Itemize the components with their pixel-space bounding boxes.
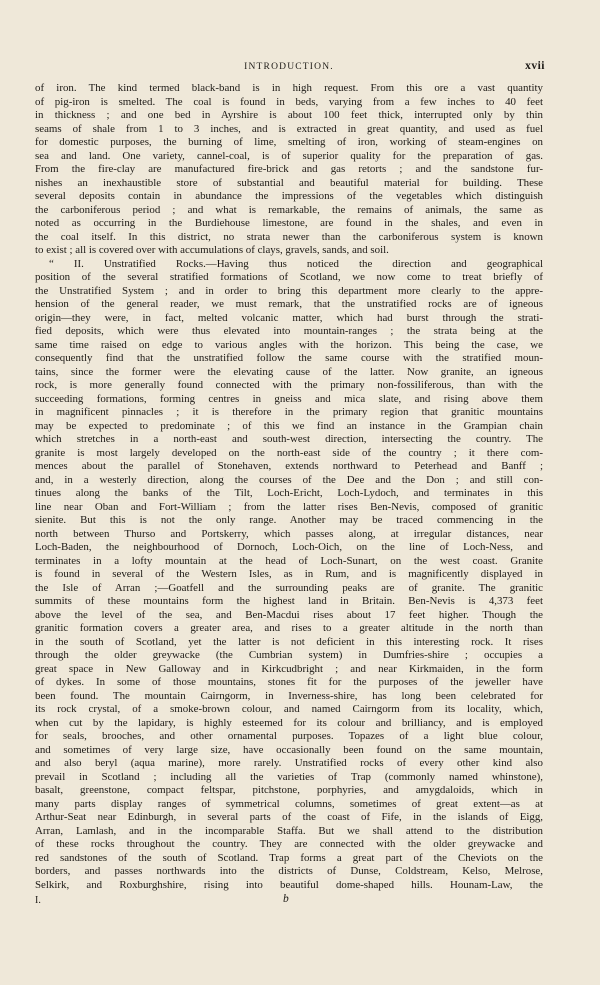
text-line: in magnificent pinnacles ; it is therefore in the primary region that granitic mountains [35,406,543,418]
text-line: Selkirk, and Roxburghshire, rising into beautiful dome-shaped hills. Hounam-Law, the [35,878,543,891]
text-line: of pig-iron is smelted. The coal is found in beds, varying from a few inches to 40 feet [35,95,543,108]
text-line: the coal itself. In this district, no strata newer than the carboniferous system is known [35,230,543,243]
volume-signature: I. [35,895,41,906]
running-head [35,62,543,78]
page-footer [35,895,543,909]
text-line: the Unstratified System ; and in order to bring this department more clearly to the appre- [35,284,543,297]
text-line: and sometimes of very large size, have occasionally been found on the same mountain, [35,743,543,756]
text-line: line near Oban and Fort-William ; from the latter rises Ben-Nevis, composed of granitic [35,500,543,513]
text-line: summits of these mountains form the highest land in Britain. Ben-Nevis is 4,373 feet [35,595,543,607]
text-line: basalt, greenstone, compact feltspar, pitchstone, porphyries, and amygdaloids, which in [35,784,543,796]
text-line: of these rocks throughout the country. They are connected with the older greywacke and [35,838,543,850]
text-line: for domestic purposes, the burning of lime, smelting of iron, working of steam-engines on [35,136,543,148]
text-line: its rock crystal, of a smoke-brown colour, and named Cairngorm from its locality, which, [35,703,543,715]
text-line: same time raised on edge to various angles with the horizon. This being the case, we [35,338,543,351]
text-line: nishes an inexhaustible store of substantial and beautiful material for building. These [35,176,543,189]
text-line: for seals, brooches, and other ornamental purposes. Topazes of a light blue colour, [35,730,543,742]
text-line: fied deposits, which were thus elevated into mountain-ranges ; the strata being at the [35,325,543,337]
text-line: borders, and passes northwards into the districts of Dunse, Coldstream, Kelso, Melrose, [35,865,543,877]
text-line: prevail in Scotland ; including all the varieties of Trap (commonly named whinstone), [35,770,543,783]
text-line: sea and land. One variety, cannel-coal, is of superior quality for the preparation of gas. [35,149,543,162]
text-line: position of the several stratified formations of Scotland, we now come to treat briefly of [35,271,543,283]
text-line: granitic formation covers a greater area, and rises to a greater altitude in the north than [35,622,543,634]
text-line: consequently find that the unstratified follow the same course with the stratified moun- [35,352,543,364]
text-line: when cut by the lapidary, is highly esteemed for its colour and brilliancy, and is employed [35,716,543,729]
text-line: many parts display ranges of symmetrical columns, sometimes of great extent—as at [35,797,543,810]
text-line: noted as occurring in the Burdiehouse limestone, are found in the shales, and even in [35,217,543,229]
text-line: several deposits contain in abundance the impressions of the vegetables which distinguish [35,190,543,202]
text-line: From the fire-clay are manufactured fire-brick and gas retorts ; and the sandstone fur- [35,163,543,175]
gathering-signature: b [283,893,289,905]
text-line: which stretches in a north-east and south-west direction, intersecting the country. The [35,433,543,445]
text-line: succeeding formations, forming centres in gneiss and mica slate, and rising above them [35,392,543,405]
text-line: is found in several of the Western Isles, as in Rum, and is magnificently displayed in [35,568,543,580]
text-line: rock, is more generally found connected with the primary non-fossiliferous, than with the [35,379,543,391]
running-head-title: INTRODUCTION. [244,62,334,72]
page-number: xvii [525,60,545,72]
text-line: the carboniferous period ; and what is remarkable, the remains of animals, the same as [35,203,543,216]
text-line: been found. The mountain Cairngorm, in Inverness-shire, has long been celebrated for [35,689,543,702]
text-line: Arthur-Seat near Edinburgh, in several parts of the coast of Fife, in the islands of Eigg, [35,811,543,823]
text-line: above the level of the sea, and Ben-Macdui rises about 17 feet higher. Though the [35,608,543,621]
text-line: tinues along the banks of the Tilt, Loch-Ericht, Loch-Lydoch, and terminates in this [35,487,543,499]
text-line: red sandstones of the south of Scotland. Trap forms a great part of the Cheviots on the [35,851,543,864]
text-line: terminates in a lofty mountain at the head of Loch-Sunart, on the west coast. Granite [35,554,543,567]
text-line: “ II. Unstratified Rocks.—Having thus noticed the direction and geographical [49,257,543,270]
text-line: hension of the general reader, we must remark, that the unstratified rocks are of igneous [35,298,543,310]
text-line: mences about the parallel of Stonehaven, extends northward to Peterhead and Banff ; [35,460,543,472]
text-line: in the south of Scotland, yet the latter is not deficient in this interesting rock. It rises [35,635,543,648]
text-line: Loch-Baden, the neighbourhood of Dornoch, Loch-Oich, on the line of Loch-Ness, and [35,541,543,553]
text-line: Arran, Lamlash, and in the incomparable Staffa. But we shall attend to the distribution [35,824,543,837]
text-body [35,82,543,892]
text-line: tains, since the former were the elevating cause of the latter. Now granite, an igneous [35,365,543,378]
text-line: origin—they were, in fact, melted volcanic matter, which had burst through the strati- [35,311,543,324]
text-line: of dykes. In some of those mountains, stones fit for the purposes of the jeweller have [35,676,543,688]
text-line: through the older greywacke (the Cumbrian system) in Dumfries-shire ; occupies a [35,649,543,661]
text-line: to exist ; all is covered over with accumulations of clays, gravels, sands, and soil. [35,244,389,256]
text-line: granite is most largely developed on the north-east side of the country ; it there com- [35,446,543,459]
text-line: seams of shale from 1 to 3 inches, and is extracted in great quantity, and used as fuel [35,122,543,135]
text-line: may be expected to predominate ; of this we find an instance in the Grampian chain [35,419,543,432]
text-line: great space in New Galloway and in Kirkcudbright ; and near Kirkmaiden, in the form [35,662,543,675]
text-line: and, in a westerly direction, along the courses of the Dee and the Don ; and still con- [35,473,543,486]
text-line: in thickness ; and one bed in Ayrshire is about 100 feet thick, interrupted only by thin [35,109,543,121]
text-line: and also beryl (aqua marine), more rarely. Unstratified rocks of every other kind also [35,757,543,769]
text-line: of iron. The kind termed black-band is in high request. From this ore a vast quantity [35,82,543,94]
text-line: the Isle of Arran ;—Goatfell and the surrounding peaks are of granite. The granitic [35,581,543,594]
text-line: sienite. But this is not the only range. Another may be traced commencing in the [35,514,543,526]
text-line: north between Thurso and Portskerry, which passes along, at irregular distances, near [35,527,543,540]
